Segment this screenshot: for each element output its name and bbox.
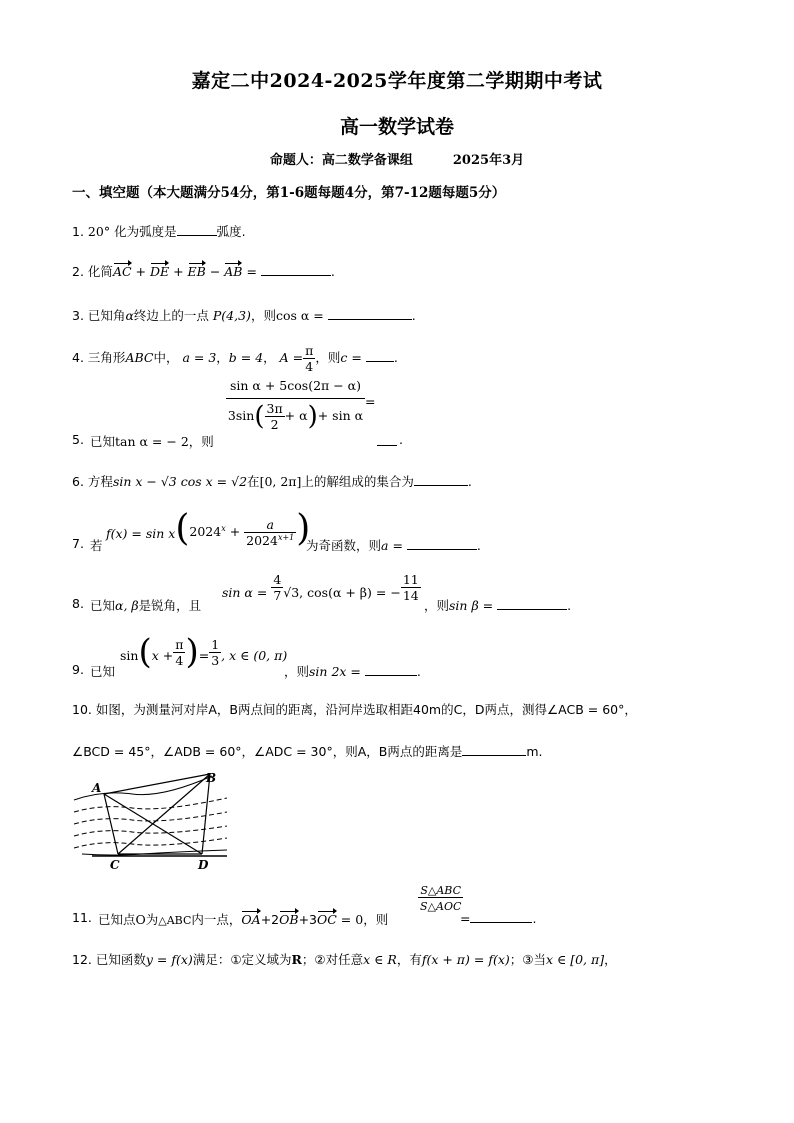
question-text: 化为弧度是	[114, 224, 177, 239]
question-6	[72, 472, 472, 490]
math-expr: ABC	[125, 350, 154, 365]
math-expr: b = 4	[228, 350, 264, 365]
q7-tail	[306, 536, 481, 554]
question-2: 2. 化简AC + DE + EB − AB = .	[72, 264, 335, 279]
question-number: 7.	[72, 536, 84, 551]
question-text: ；②对任意	[301, 952, 364, 967]
answer-blank[interactable]	[366, 349, 394, 362]
punct: ，	[604, 952, 617, 967]
math-expr: [0, 2π]	[259, 474, 302, 489]
question-10	[72, 700, 637, 718]
q11-body: 已知点O为△ABC内一点，OA+2OB+3OC = 0，则	[98, 912, 389, 927]
vector-ab: AB	[224, 264, 243, 279]
question-3	[72, 306, 416, 324]
punct: .	[476, 538, 481, 553]
question-text: ，有	[396, 952, 422, 967]
question-text: ，则	[315, 350, 341, 365]
question-number: 2.	[72, 264, 84, 279]
q11-ratio: S△ABC S△AOC	[420, 884, 462, 913]
q7-function: $f(x) = \sin x(2024^x$ + $\frac{a}{2024^{x+1}}$ )	[106, 508, 311, 549]
math-expr: a = 3	[182, 350, 217, 365]
punct: .	[411, 308, 416, 323]
question-text: ；③当	[509, 952, 546, 967]
question-text: 方程	[87, 474, 113, 489]
math-expr: f(x + π) = f(x)	[421, 952, 510, 967]
label-c: C	[110, 858, 120, 872]
answer-blank[interactable]	[470, 910, 532, 923]
question-12	[72, 950, 617, 968]
question-text: ，则	[250, 308, 276, 323]
label-a: A	[92, 781, 102, 795]
label-d: D	[198, 858, 209, 872]
math-expr: 20°	[87, 224, 111, 239]
vector-eb: EB	[187, 264, 206, 279]
math-expr: cos α =	[275, 308, 324, 323]
question-number: 11.	[72, 910, 92, 925]
math-expr: P(4,3)	[212, 308, 251, 323]
math-expr: R	[291, 952, 302, 967]
q5-fraction	[226, 378, 365, 432]
question-text: 已知	[90, 664, 116, 679]
math-expr: a =	[381, 538, 403, 553]
fraction: $\frac{\pi}{4}$	[305, 343, 314, 374]
q8-tail: ，则sin β = .	[424, 598, 572, 613]
question-text: 已知	[90, 434, 116, 449]
q8-condition: sin α = $\frac{4}{7}$ √3, cos(α + β) = − $\frac{11}{14}$	[222, 572, 419, 603]
vector-de: DE	[149, 264, 170, 279]
exam-subtitle: 高一数学试卷	[339, 116, 454, 138]
math-expr: tan α = − 2	[115, 434, 189, 449]
question-number: 6.	[72, 474, 84, 489]
question-text: ，则	[188, 434, 214, 449]
q5-given	[90, 432, 214, 450]
question-text: 在	[247, 474, 260, 489]
question-number: 5.	[72, 432, 84, 447]
fraction-numerator: sin α + 5cos(2π − α)	[230, 378, 361, 393]
exam-title: 嘉定二中2024-2025学年度第二学期期中考试	[191, 70, 603, 92]
survey-lines	[92, 774, 227, 856]
exam-author: 命题人：高二数学备课组	[269, 153, 413, 168]
math-expr: c =	[340, 350, 362, 365]
question-text: ∠BCD = 45°，∠ADB = 60°，∠ADC = 30°，则A，B两点的距离是	[72, 744, 463, 759]
q9-condition: sin(x + $\frac{\pi}{4}$ )= $\frac{1}{3}$ , x ∈ (0, π)	[120, 632, 288, 672]
section-heading: 一、填空题（本大题满分54分，第1-6题每题4分，第7-12题每题5分）	[72, 185, 506, 201]
math-expr: x ∈ R	[363, 952, 397, 967]
question-text: 三角形	[87, 350, 126, 365]
punct: .	[467, 474, 472, 489]
question-text: 已知角	[87, 308, 126, 323]
question-text: 如图，为测量河对岸A，B两点间的距离，沿河岸选取相距40m的C，D两点，测得∠ACB = 60°，	[95, 702, 637, 717]
answer-blank[interactable]	[377, 433, 397, 446]
q11-tail: = .	[460, 911, 537, 926]
punct: .	[393, 350, 398, 365]
question-number: 3.	[72, 308, 84, 323]
answer-blank[interactable]	[414, 473, 468, 486]
math-expr: A =	[279, 350, 304, 365]
answer-blank[interactable]	[462, 743, 526, 756]
river-figure	[72, 768, 232, 876]
question-text: 若	[90, 538, 103, 553]
punct: .	[399, 432, 403, 447]
equals: =	[365, 394, 376, 409]
math-expr: y = f(x)	[145, 952, 193, 967]
question-number: 4.	[72, 350, 84, 365]
answer-blank[interactable]	[497, 597, 567, 610]
vector-ac: AC	[112, 264, 132, 279]
math-expr: α	[125, 308, 134, 323]
answer-blank[interactable]	[328, 307, 412, 320]
question-number: 1.	[72, 224, 84, 239]
answer-blank[interactable]	[177, 223, 217, 236]
question-number: 9.	[72, 662, 84, 677]
question-text: 弧度.	[216, 224, 246, 239]
question-1	[72, 222, 246, 240]
question-number: 10.	[72, 702, 92, 717]
question-number: 12.	[72, 952, 92, 967]
answer-blank[interactable]	[365, 663, 417, 676]
question-10-line2	[72, 742, 543, 760]
question-number: 8.	[72, 596, 84, 611]
question-text: 已知函数	[95, 952, 146, 967]
math-expr: sin x − √3 cos x = √2	[112, 474, 248, 489]
math-expr: x ∈ [0, π]	[545, 952, 605, 967]
question-text: 上的解组成的集合为	[301, 474, 414, 489]
q8-text: 已知α, β是锐角，且	[90, 598, 202, 613]
exam-date: 2025年3月	[452, 153, 525, 168]
question-text: 为奇函数，则	[306, 538, 382, 553]
q9-tail: ，则sin 2x = .	[284, 664, 421, 679]
question-text: 中，	[153, 350, 179, 365]
exam-meta	[0, 149, 794, 168]
answer-blank[interactable]	[261, 263, 331, 276]
question-text: m.	[526, 744, 543, 759]
question-text: 满足：①定义域为	[192, 952, 292, 967]
question-text: 终边上的一点	[133, 308, 209, 323]
punct: .	[330, 264, 335, 279]
label-b: B	[206, 771, 217, 785]
fraction-denominator: 3sin( $\frac{3\pi}{2}$ + α)+ sin α	[226, 398, 365, 432]
answer-blank[interactable]	[407, 537, 477, 550]
question-4: 4. 三角形ABC中， a = 3，b = 4， A = $\frac{\pi}{4}$ ，则c = .	[72, 343, 398, 374]
question-text: 化简	[87, 264, 113, 279]
